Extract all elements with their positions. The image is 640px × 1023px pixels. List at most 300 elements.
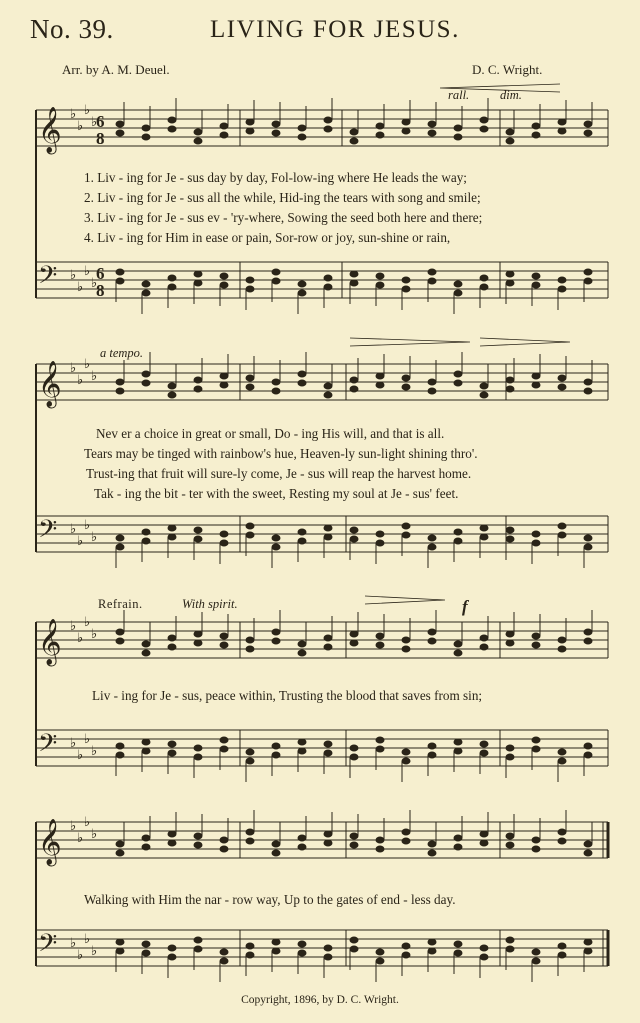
note-head — [298, 125, 306, 131]
flat-icon: ♭ — [70, 736, 77, 751]
note-head — [584, 121, 592, 127]
note-head — [558, 119, 566, 125]
note-head — [376, 540, 384, 546]
note-head — [428, 269, 436, 275]
note-head — [558, 758, 566, 764]
note-head — [272, 278, 280, 284]
time-signature-top: 6 — [96, 264, 105, 283]
note-head — [454, 835, 462, 841]
note-head — [376, 746, 384, 752]
flat-icon: ♭ — [77, 748, 84, 763]
note-head — [532, 123, 540, 129]
note-head — [272, 121, 280, 127]
note-head — [168, 117, 176, 123]
note-head — [428, 638, 436, 644]
note-head — [168, 741, 176, 747]
note-head — [480, 392, 488, 398]
flat-icon: ♭ — [91, 115, 98, 130]
note-head — [402, 375, 410, 381]
note-head — [480, 945, 488, 951]
note-head — [428, 841, 436, 847]
note-head — [402, 119, 410, 125]
crescendo-hairpin — [365, 596, 445, 604]
note-head — [506, 129, 514, 135]
note-head — [480, 741, 488, 747]
note-head — [506, 842, 514, 848]
note-head — [376, 846, 384, 852]
note-head — [454, 134, 462, 140]
a-tempo-marking: a tempo. — [100, 346, 144, 360]
note-head — [506, 138, 514, 144]
note-head — [558, 838, 566, 844]
forte-marking: f — [462, 597, 468, 616]
note-head — [298, 950, 306, 956]
note-head — [454, 650, 462, 656]
note-head — [246, 532, 254, 538]
note-head — [480, 954, 488, 960]
note-head — [402, 128, 410, 134]
note-head — [558, 637, 566, 643]
refrain-line-2: Walking with Him the nar - row way, Up to the gates of end - less day. — [84, 892, 456, 907]
note-head — [428, 948, 436, 954]
note-head — [532, 273, 540, 279]
note-head — [168, 644, 176, 650]
composer-credit: D. C. Wright. — [472, 62, 543, 77]
note-head — [376, 958, 384, 964]
note-head — [194, 833, 202, 839]
note-head — [246, 523, 254, 529]
note-head — [168, 840, 176, 846]
flat-icon: ♭ — [91, 276, 98, 291]
note-head — [428, 629, 436, 635]
note-head — [142, 844, 150, 850]
note-head — [324, 284, 332, 290]
note-head — [220, 633, 228, 639]
note-head — [532, 746, 540, 752]
note-head — [116, 121, 124, 127]
note-head — [454, 290, 462, 296]
note-head — [376, 837, 384, 843]
note-head — [584, 948, 592, 954]
verse-4-line-2: Tak - ing the bit - ter with the sweet, Resting my soul at Je - sus' feet. — [94, 486, 459, 501]
flat-icon: ♭ — [77, 831, 84, 846]
note-head — [376, 737, 384, 743]
note-head — [194, 527, 202, 533]
note-head — [584, 278, 592, 284]
flat-icon: ♭ — [84, 732, 91, 747]
note-head — [506, 527, 514, 533]
note-head — [532, 531, 540, 537]
note-head — [506, 280, 514, 286]
note-head — [116, 269, 124, 275]
note-head — [220, 132, 228, 138]
flat-icon: ♭ — [84, 815, 91, 830]
note-head — [350, 754, 358, 760]
note-head — [350, 527, 358, 533]
note-head — [480, 635, 488, 641]
note-head — [402, 523, 410, 529]
note-head — [480, 525, 488, 531]
note-head — [298, 538, 306, 544]
note-head — [584, 939, 592, 945]
note-head — [532, 837, 540, 843]
note-head — [350, 833, 358, 839]
note-head — [246, 952, 254, 958]
note-head — [350, 129, 358, 135]
note-head — [220, 531, 228, 537]
with-spirit-marking: With spirit. — [182, 597, 238, 611]
note-head — [116, 379, 124, 385]
note-head — [116, 544, 124, 550]
note-head — [350, 937, 358, 943]
flat-icon: ♭ — [70, 619, 77, 634]
note-head — [168, 126, 176, 132]
note-head — [220, 540, 228, 546]
note-head — [142, 538, 150, 544]
note-head — [220, 373, 228, 379]
note-head — [480, 275, 488, 281]
note-head — [506, 377, 514, 383]
note-head — [428, 121, 436, 127]
note-head — [558, 749, 566, 755]
flat-icon: ♭ — [70, 819, 77, 834]
note-head — [402, 829, 410, 835]
note-head — [454, 281, 462, 287]
note-head — [142, 739, 150, 745]
note-head — [142, 290, 150, 296]
note-head — [220, 958, 228, 964]
time-signature-bottom: 8 — [96, 129, 105, 148]
note-head — [272, 269, 280, 275]
note-head — [272, 948, 280, 954]
note-head — [272, 388, 280, 394]
note-head — [558, 384, 566, 390]
note-head — [142, 125, 150, 131]
flat-icon: ♭ — [91, 944, 98, 959]
note-head — [428, 130, 436, 136]
note-head — [168, 525, 176, 531]
flat-icon: ♭ — [77, 948, 84, 963]
note-head — [168, 831, 176, 837]
flat-icon: ♭ — [91, 827, 98, 842]
note-head — [168, 383, 176, 389]
bass-clef-icon: 𝄢 — [38, 515, 58, 550]
treble-clef-icon: 𝄞 — [38, 361, 62, 407]
note-head — [298, 844, 306, 850]
refrain-line-1: Liv - ing for Je - sus, peace within, Trusting the blood that saves from sin; — [92, 688, 483, 703]
note-head — [298, 835, 306, 841]
note-head — [558, 943, 566, 949]
note-head — [428, 278, 436, 284]
note-head — [194, 536, 202, 542]
note-head — [584, 535, 592, 541]
note-head — [168, 750, 176, 756]
note-head — [532, 282, 540, 288]
note-head — [584, 850, 592, 856]
note-head — [116, 629, 124, 635]
note-head — [428, 939, 436, 945]
note-head — [168, 534, 176, 540]
note-head — [376, 282, 384, 288]
flat-icon: ♭ — [91, 744, 98, 759]
note-head — [272, 939, 280, 945]
flat-icon: ♭ — [84, 932, 91, 947]
note-head — [350, 631, 358, 637]
note-head — [246, 375, 254, 381]
verse-4-line-1: 4. Liv - ing for Him in ease or pain, Sor-row or joy, sun-shine or rain, — [84, 230, 451, 245]
note-head — [116, 850, 124, 856]
note-head — [116, 388, 124, 394]
note-head — [220, 837, 228, 843]
note-head — [168, 945, 176, 951]
note-head — [168, 275, 176, 281]
note-head — [350, 842, 358, 848]
note-head — [428, 752, 436, 758]
flat-icon: ♭ — [91, 627, 98, 642]
note-head — [220, 123, 228, 129]
note-head — [168, 284, 176, 290]
note-head — [168, 635, 176, 641]
note-head — [194, 377, 202, 383]
note-head — [324, 126, 332, 132]
note-head — [272, 629, 280, 635]
note-head — [402, 758, 410, 764]
note-head — [376, 642, 384, 648]
note-head — [376, 633, 384, 639]
note-head — [272, 752, 280, 758]
note-head — [402, 952, 410, 958]
note-head — [246, 943, 254, 949]
note-head — [298, 650, 306, 656]
note-head — [506, 946, 514, 952]
note-head — [324, 945, 332, 951]
note-head — [220, 282, 228, 288]
note-head — [142, 380, 150, 386]
note-head — [454, 380, 462, 386]
note-head — [116, 130, 124, 136]
note-head — [584, 638, 592, 644]
note-head — [454, 538, 462, 544]
note-head — [454, 950, 462, 956]
bass-clef-icon: 𝄢 — [38, 929, 58, 964]
note-head — [376, 123, 384, 129]
note-head — [142, 835, 150, 841]
note-head — [428, 743, 436, 749]
note-head — [480, 126, 488, 132]
note-head — [558, 277, 566, 283]
note-head — [480, 117, 488, 123]
note-head — [428, 388, 436, 394]
note-head — [324, 831, 332, 837]
treble-clef-icon: 𝄞 — [38, 107, 62, 153]
hymn-title: LIVING FOR JESUS. — [210, 16, 460, 43]
note-head — [454, 739, 462, 745]
note-head — [454, 529, 462, 535]
note-head — [324, 635, 332, 641]
note-head — [350, 536, 358, 542]
note-head — [350, 640, 358, 646]
note-head — [428, 850, 436, 856]
note-head — [168, 954, 176, 960]
note-head — [584, 743, 592, 749]
note-head — [506, 386, 514, 392]
note-head — [402, 532, 410, 538]
note-head — [558, 952, 566, 958]
note-head — [142, 641, 150, 647]
flat-icon: ♭ — [70, 936, 77, 951]
note-head — [376, 382, 384, 388]
note-head — [480, 840, 488, 846]
note-head — [220, 273, 228, 279]
note-head — [350, 745, 358, 751]
note-head — [350, 386, 358, 392]
dim-marking: dim. — [500, 88, 522, 102]
treble-clef-icon: 𝄞 — [38, 619, 62, 665]
note-head — [194, 745, 202, 751]
note-head — [558, 532, 566, 538]
note-head — [272, 130, 280, 136]
flat-icon: ♭ — [77, 373, 84, 388]
flat-icon: ♭ — [70, 268, 77, 283]
note-head — [194, 138, 202, 144]
note-head — [584, 841, 592, 847]
note-head — [116, 948, 124, 954]
note-head — [142, 529, 150, 535]
note-head — [402, 838, 410, 844]
note-head — [532, 633, 540, 639]
note-head — [428, 544, 436, 550]
note-head — [428, 379, 436, 385]
note-head — [116, 278, 124, 284]
verse-2-line-2: Tears may be tinged with rainbow's hue, Heaven-ly sun-light shining thro'. — [84, 446, 478, 461]
note-head — [246, 277, 254, 283]
note-head — [480, 831, 488, 837]
note-head — [480, 644, 488, 650]
crescendo-hairpin — [350, 338, 470, 346]
note-head — [532, 132, 540, 138]
note-head — [324, 117, 332, 123]
note-head — [584, 269, 592, 275]
note-head — [350, 377, 358, 383]
note-head — [506, 833, 514, 839]
note-head — [506, 640, 514, 646]
note-head — [532, 373, 540, 379]
note-head — [506, 271, 514, 277]
note-head — [402, 749, 410, 755]
note-head — [532, 642, 540, 648]
note-head — [220, 737, 228, 743]
flat-icon: ♭ — [70, 107, 77, 122]
note-head — [194, 946, 202, 952]
note-head — [350, 946, 358, 952]
note-head — [402, 277, 410, 283]
note-head — [584, 544, 592, 550]
note-head — [506, 937, 514, 943]
verse-3-line-1: 3. Liv - ing for Je - sus ev - 'ry-where, Sowing the seed both here and there; — [84, 210, 483, 225]
note-head — [324, 275, 332, 281]
note-head — [116, 743, 124, 749]
arranger-credit: Arr. by A. M. Deuel. — [62, 62, 170, 77]
note-head — [298, 941, 306, 947]
note-head — [584, 388, 592, 394]
note-head — [272, 379, 280, 385]
flat-icon: ♭ — [84, 615, 91, 630]
note-head — [480, 284, 488, 290]
refrain-label: Refrain. — [98, 597, 143, 611]
note-head — [480, 383, 488, 389]
rall-marking: rall. — [448, 88, 470, 102]
note-head — [194, 754, 202, 760]
flat-icon: ♭ — [77, 534, 84, 549]
flat-icon: ♭ — [70, 361, 77, 376]
note-head — [168, 392, 176, 398]
flat-icon: ♭ — [77, 280, 84, 295]
note-head — [298, 529, 306, 535]
note-head — [246, 384, 254, 390]
note-head — [402, 646, 410, 652]
flat-icon: ♭ — [70, 522, 77, 537]
note-head — [454, 748, 462, 754]
note-head — [116, 939, 124, 945]
bass-clef-icon: 𝄢 — [38, 729, 58, 764]
note-head — [376, 132, 384, 138]
note-head — [324, 750, 332, 756]
note-head — [298, 371, 306, 377]
note-head — [142, 134, 150, 140]
note-head — [142, 941, 150, 947]
flat-icon: ♭ — [91, 369, 98, 384]
note-head — [324, 392, 332, 398]
note-head — [376, 531, 384, 537]
treble-clef-icon: 𝄞 — [38, 819, 62, 865]
note-head — [506, 631, 514, 637]
note-head — [350, 271, 358, 277]
note-head — [194, 937, 202, 943]
flat-icon: ♭ — [84, 357, 91, 372]
note-head — [558, 128, 566, 134]
note-head — [116, 752, 124, 758]
copyright-notice: Copyright, 1896, by D. C. Wright. — [241, 994, 399, 1006]
note-head — [428, 535, 436, 541]
flat-icon: ♭ — [77, 119, 84, 134]
bass-clef-icon: 𝄢 — [38, 261, 58, 296]
note-head — [142, 950, 150, 956]
note-head — [246, 128, 254, 134]
note-head — [298, 290, 306, 296]
note-head — [246, 829, 254, 835]
note-head — [194, 386, 202, 392]
note-head — [194, 640, 202, 646]
note-head — [350, 280, 358, 286]
note-head — [324, 383, 332, 389]
note-head — [116, 841, 124, 847]
time-signature-bottom: 8 — [96, 281, 105, 300]
note-head — [272, 544, 280, 550]
note-head — [480, 534, 488, 540]
note-head — [558, 286, 566, 292]
note-head — [142, 371, 150, 377]
note-head — [272, 638, 280, 644]
note-head — [506, 745, 514, 751]
note-head — [220, 949, 228, 955]
note-head — [142, 748, 150, 754]
note-head — [376, 373, 384, 379]
note-head — [584, 130, 592, 136]
flat-icon: ♭ — [84, 518, 91, 533]
note-head — [532, 949, 540, 955]
verse-3-line-2: Trust-ing that fruit will sure-ly come, Je - sus will reap the harvest home. — [86, 466, 472, 481]
note-head — [532, 540, 540, 546]
